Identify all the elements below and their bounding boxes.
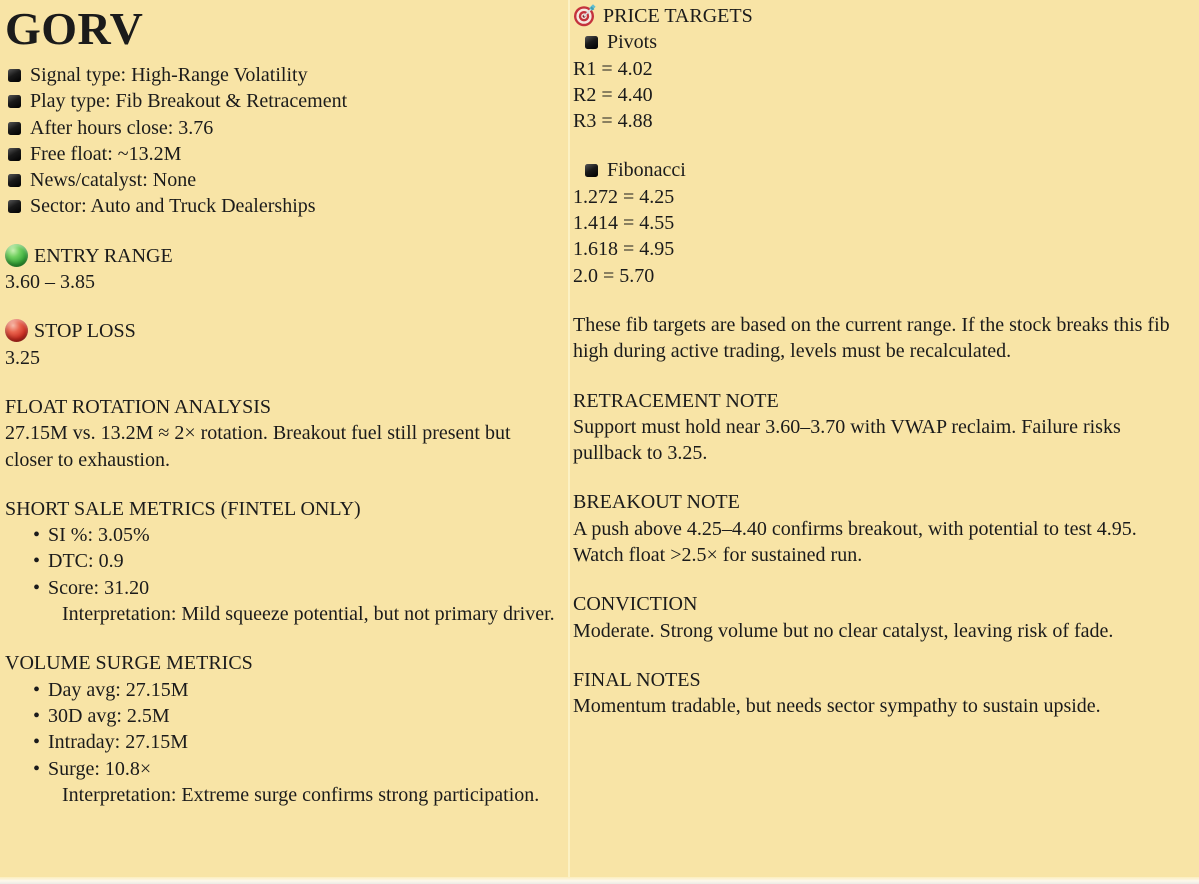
stop-loss-value: 3.25 bbox=[5, 346, 40, 369]
ticker-facts-list bbox=[5, 62, 558, 220]
entry-range-value: 3.60 – 3.85 bbox=[5, 271, 95, 294]
list-item bbox=[5, 62, 558, 88]
volume-surge-section bbox=[5, 650, 558, 808]
section-heading: BREAKOUT NOTE bbox=[573, 491, 740, 514]
entry-range-section bbox=[5, 243, 558, 296]
list-item bbox=[5, 141, 558, 167]
left-column bbox=[0, 0, 568, 884]
entry-range-heading bbox=[5, 243, 558, 269]
interpretation-note: Interpretation: Mild squeeze potential, but not primary driver. bbox=[62, 603, 555, 626]
entry-range-label: ENTRY RANGE bbox=[34, 244, 173, 267]
list-item bbox=[5, 548, 558, 574]
fib-level: 1.272 = 4.25 bbox=[573, 185, 675, 208]
metric-text: Intraday: 27.15M bbox=[48, 731, 188, 754]
fact-text: Sector: Auto and Truck Dealerships bbox=[30, 195, 316, 218]
pivot-level: R2 = 4.40 bbox=[573, 83, 653, 106]
section-heading: CONVICTION bbox=[573, 593, 698, 616]
stop-loss-label: STOP LOSS bbox=[34, 320, 136, 343]
list-item bbox=[5, 677, 558, 703]
black-square-icon bbox=[8, 95, 21, 108]
green-circle-icon bbox=[5, 244, 28, 267]
pivots-label: Pivots bbox=[607, 31, 658, 54]
metric-text: Day avg: 27.15M bbox=[48, 678, 189, 701]
black-square-icon bbox=[8, 148, 21, 161]
black-square-icon bbox=[8, 69, 21, 82]
section-body: Moderate. Strong volume but no clear catalyst, leaving risk of fade. bbox=[573, 619, 1114, 642]
list-item bbox=[5, 167, 558, 193]
pivot-level: R3 = 4.88 bbox=[573, 110, 653, 133]
section-body: Support must hold near 3.60–3.70 with VWAP reclaim. Failure risks pullback to 3.25. bbox=[573, 415, 1121, 465]
conviction-section bbox=[573, 591, 1191, 644]
list-item bbox=[5, 575, 558, 601]
interpretation-note: Interpretation: Extreme surge confirms strong participation. bbox=[62, 783, 540, 806]
black-square-icon bbox=[585, 164, 598, 177]
section-heading: VOLUME SURGE METRICS bbox=[5, 652, 253, 675]
section-body: A push above 4.25–4.40 confirms breakout, with potential to test 4.95. Watch float >2.5× for sustained run. bbox=[573, 517, 1137, 567]
list-item bbox=[5, 522, 558, 548]
metric-text: Surge: 10.8× bbox=[48, 757, 152, 780]
metric-text: Score: 31.20 bbox=[48, 576, 150, 599]
section-body: Momentum tradable, but needs sector sympathy to sustain upside. bbox=[573, 695, 1101, 718]
fibonacci-subsection bbox=[573, 157, 1191, 288]
fact-text: Play type: Fib Breakout & Retracement bbox=[30, 90, 348, 113]
bullet-dot: • bbox=[33, 524, 41, 547]
bullet-dot: • bbox=[33, 704, 41, 727]
black-square-icon bbox=[8, 174, 21, 187]
bullet-dot: • bbox=[33, 576, 41, 599]
bullet-dot: • bbox=[33, 550, 41, 573]
final-notes-section bbox=[573, 667, 1191, 720]
fib-level: 2.0 = 5.70 bbox=[573, 264, 655, 287]
right-column bbox=[568, 0, 1199, 884]
float-rotation-section bbox=[5, 394, 558, 473]
bullet-dot: • bbox=[33, 678, 41, 701]
window-bottom-edge bbox=[0, 877, 1199, 884]
price-targets-heading bbox=[573, 3, 1191, 29]
bullet-dot: • bbox=[33, 757, 41, 780]
list-item bbox=[5, 703, 558, 729]
fact-text: After hours close: 3.76 bbox=[30, 116, 214, 139]
fact-text: Free float: ~13.2M bbox=[30, 142, 182, 165]
section-heading: FLOAT ROTATION ANALYSIS bbox=[5, 395, 272, 418]
metric-text: SI %: 3.05% bbox=[48, 524, 150, 547]
retracement-note-section bbox=[573, 388, 1191, 467]
section-heading: RETRACEMENT NOTE bbox=[573, 389, 779, 412]
list-item bbox=[5, 756, 558, 782]
section-heading: FINAL NOTES bbox=[573, 668, 701, 691]
section-heading: SHORT SALE METRICS (FINTEL ONLY) bbox=[5, 497, 361, 520]
short-sale-section bbox=[5, 496, 558, 627]
metric-text: DTC: 0.9 bbox=[48, 550, 124, 573]
target-icon bbox=[573, 3, 597, 27]
bullet-dot: • bbox=[33, 731, 41, 754]
metric-text: 30D avg: 2.5M bbox=[48, 704, 170, 727]
fact-text: News/catalyst: None bbox=[30, 169, 197, 192]
fib-level: 1.618 = 4.95 bbox=[573, 238, 675, 261]
fibonacci-label: Fibonacci bbox=[607, 159, 686, 182]
price-targets-section bbox=[573, 3, 1191, 365]
black-square-icon bbox=[585, 36, 598, 49]
pivot-level: R1 = 4.02 bbox=[573, 57, 653, 80]
black-square-icon bbox=[8, 122, 21, 135]
list-item bbox=[5, 193, 558, 219]
black-square-icon bbox=[8, 200, 21, 213]
fibonacci-subheading bbox=[573, 157, 1191, 183]
fib-level: 1.414 = 4.55 bbox=[573, 212, 675, 235]
fact-text: Signal type: High-Range Volatility bbox=[30, 64, 308, 86]
pivots-subheading bbox=[573, 29, 1191, 55]
list-item bbox=[5, 88, 558, 114]
list-item bbox=[5, 115, 558, 141]
red-circle-icon bbox=[5, 319, 28, 342]
list-item bbox=[5, 729, 558, 755]
section-body: 27.15M vs. 13.2M ≈ 2× rotation. Breakout fuel still present but closer to exhaustion. bbox=[5, 422, 511, 471]
breakout-note-section bbox=[573, 489, 1191, 568]
price-targets-label: PRICE TARGETS bbox=[603, 5, 753, 27]
fib-targets-note: These fib targets are based on the current range. If the stock breaks this fib high during active trading, levels must be recalculated. bbox=[573, 313, 1170, 363]
stop-loss-section bbox=[5, 318, 558, 371]
ticker-title: GORV bbox=[5, 3, 144, 54]
stop-loss-heading bbox=[5, 318, 558, 344]
